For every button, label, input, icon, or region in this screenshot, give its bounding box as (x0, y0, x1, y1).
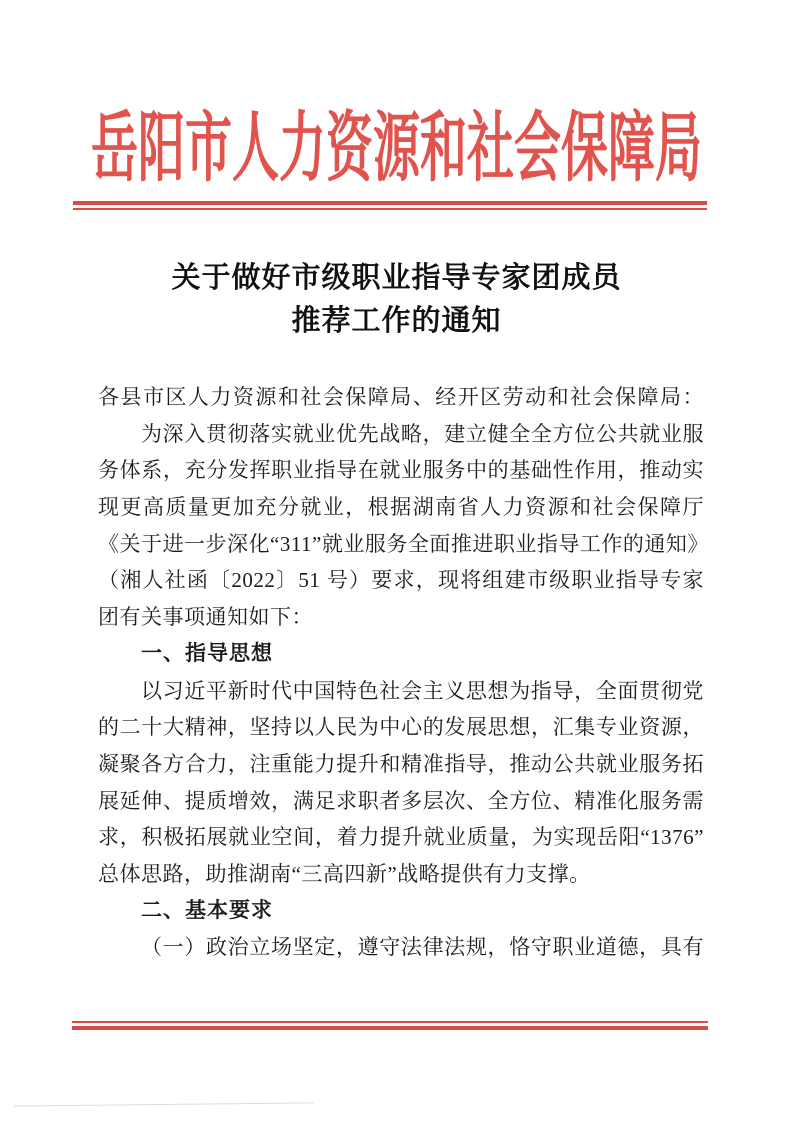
section-heading: 一、指导思想 (141, 641, 273, 665)
body-line: 以习近平新时代中国特色社会主义思想为指导，全面贯彻党 (141, 678, 704, 703)
body-line: 的二十大精神，坚持以人民为中心的发展思想，汇集专业资源， (98, 715, 704, 740)
body-line: 《关于进一步深化“311”就业服务全面推进职业指导工作的通知》 (98, 531, 709, 556)
title-line-2: 推荐工作的通知 (291, 305, 502, 337)
body-line: 求，积极拓展就业空间，着力提升就业质量，为实现岳阳“1376” (98, 825, 704, 850)
body-line: 凝聚各方合力，注重能力提升和精准指导，推动公共就业服务拓 (98, 751, 704, 776)
body-line: （湘人社函〔2022〕51 号）要求，现将组建市级职业指导专家 (98, 568, 704, 593)
section-heading: 二、基本要求 (141, 898, 273, 922)
footer-red-rule (72, 1021, 708, 1030)
header-red-rule (73, 201, 707, 210)
body-line: 总体思路，助推湖南“三高四新”战略提供有力支撑。 (98, 861, 591, 886)
body-line: 现更高质量更加充分就业，根据湖南省人力资源和社会保障厅 (98, 495, 704, 520)
body-line: （一）政治立场坚定，遵守法律法规，恪守职业道德，具有 (141, 935, 704, 960)
body-line: 团有关事项通知如下： (98, 605, 313, 630)
document-body (98, 379, 709, 966)
title-line-1: 关于做好市级职业指导专家团成员 (171, 262, 622, 294)
body-line: 务体系，充分发挥职业指导在就业服务中的基础性作用，推动实 (98, 458, 704, 483)
scan-artifact-line (14, 1102, 314, 1106)
agency-header-text: 岳阳市人力资源和社会保障局 (91, 107, 702, 192)
body-line: 各县市区人力资源和社会保障局、经开区劳动和社会保障局： (98, 385, 704, 409)
document-title (0, 257, 793, 343)
body-line: 为深入贯彻落实就业优先战略，建立健全全方位公共就业服 (141, 421, 704, 446)
body-line: 展延伸、提质增效，满足求职者多层次、全方位、精准化服务需 (98, 788, 704, 813)
agency-header (0, 103, 793, 198)
